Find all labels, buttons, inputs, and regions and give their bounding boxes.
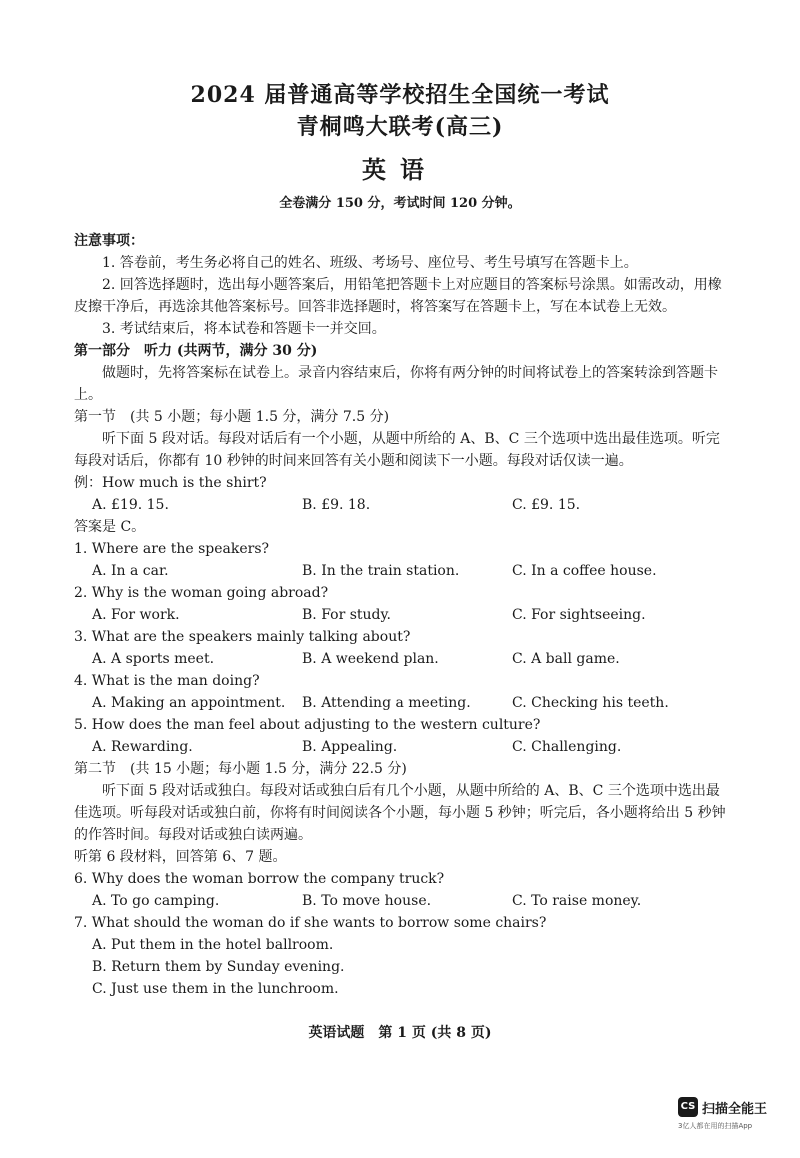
- question-5-options: [74, 736, 730, 758]
- option-b: B. To move house.: [302, 893, 432, 909]
- watermark-brand: 扫描全能王: [702, 1102, 768, 1117]
- option-c: C. Challenging.: [512, 739, 622, 755]
- camscanner-logo-icon: CS: [678, 1097, 698, 1117]
- score-info: 全卷满分 150 分，考试时间 120 分钟。: [279, 196, 521, 211]
- question-6-options: [74, 890, 730, 912]
- notes-item-3: 3. 考试结束后，将本试卷和答题卡一并交回。: [102, 321, 386, 337]
- example-answer: 答案是 C。: [74, 519, 146, 535]
- question-5: 5. How does the man feel about adjusting to the western culture?: [74, 717, 541, 733]
- option-c: C. £9. 15.: [512, 497, 581, 513]
- option-b: B. £9. 18.: [302, 497, 371, 513]
- exam-title: 2024 届普通高等学校招生全国统一考试: [190, 82, 610, 108]
- question-1-options: [74, 560, 730, 582]
- page-footer: 英语试题 第 1 页 (共 8 页): [308, 1025, 492, 1041]
- question-3-options: [74, 648, 730, 670]
- material-6-note: 听第 6 段材料，回答第 6、7 题。: [74, 849, 287, 865]
- option-b: B. Attending a meeting.: [302, 695, 471, 711]
- question-1: 1. Where are the speakers?: [74, 541, 270, 557]
- example-question: 例：How much is the shirt?: [74, 475, 267, 491]
- option-c: C. To raise money.: [512, 893, 642, 909]
- notes-item-1: 1. 答卷前，考生务必将自己的姓名、班级、考场号、座位号、考生号填写在答题卡上。: [102, 255, 638, 271]
- option-a: A. Rewarding.: [92, 739, 193, 755]
- option-a: A. A sports meet.: [92, 651, 215, 667]
- exam-subtitle: 青桐鸣大联考(高三): [296, 114, 504, 140]
- section1-heading: 第一节 (共 5 小题；每小题 1.5 分，满分 7.5 分): [74, 409, 390, 425]
- option-a: A. For work.: [92, 607, 180, 623]
- question-7: 7. What should the woman do if she wants to borrow some chairs?: [74, 915, 547, 931]
- section1-intro: 听下面 5 段对话。每段对话后有一个小题，从题中所给的 A、B、C 三个选项中选出最佳选项。听完每段对话后，你都有 10 秒钟的时间来回答有关小题和阅读下一小题。每段对话仅读一遍。: [74, 431, 720, 469]
- option-a: A. £19. 15.: [92, 497, 169, 513]
- option-b: B. In the train station.: [302, 563, 460, 579]
- question-3: 3. What are the speakers mainly talking about?: [74, 629, 411, 645]
- option-c: C. Checking his teeth.: [512, 695, 669, 711]
- question-2: 2. Why is the woman going abroad?: [74, 585, 329, 601]
- watermark-tagline: 3亿人都在用的扫描App: [678, 1122, 753, 1130]
- part1-heading: 第一部分 听力 (共两节，满分 30 分): [74, 343, 318, 359]
- subject-title: 英语: [362, 155, 438, 184]
- option-b: B. Return them by Sunday evening.: [92, 959, 345, 975]
- question-4: 4. What is the man doing?: [74, 673, 260, 689]
- option-a: A. Making an appointment.: [92, 695, 286, 711]
- notes-item-2: 2. 回答选择题时，选出每小题答案后，用铅笔把答题卡上对应题目的答案标号涂黑。如需改动，用橡皮擦干净后，再选涂其他答案标号。回答非选择题时，将答案写在答题卡上，写在本试卷上无效。: [74, 277, 722, 315]
- notes-heading: 注意事项：: [74, 233, 144, 249]
- exam-body: [74, 230, 730, 1000]
- option-b: B. For study.: [302, 607, 391, 623]
- option-c: C. For sightseeing.: [512, 607, 646, 623]
- option-b: B. A weekend plan.: [302, 651, 439, 667]
- option-a: A. Put them in the hotel ballroom.: [92, 937, 334, 953]
- example-options: [74, 494, 730, 516]
- option-c: C. A ball game.: [512, 651, 620, 667]
- question-2-options: [74, 604, 730, 626]
- option-a: A. In a car.: [92, 563, 169, 579]
- section2-heading: 第二节 (共 15 小题；每小题 1.5 分，满分 22.5 分): [74, 761, 407, 777]
- question-4-options: [74, 692, 730, 714]
- question-6: 6. Why does the woman borrow the company truck?: [74, 871, 445, 887]
- option-b: B. Appealing.: [302, 739, 398, 755]
- option-c: C. Just use them in the lunchroom.: [92, 981, 339, 997]
- part1-intro: 做题时，先将答案标在试卷上。录音内容结束后，你将有两分钟的时间将试卷上的答案转涂到答题卡上。: [74, 365, 718, 403]
- option-c: C. In a coffee house.: [512, 563, 657, 579]
- scanner-watermark: [678, 1097, 788, 1137]
- option-a: A. To go camping.: [92, 893, 220, 909]
- section2-intro: 听下面 5 段对话或独白。每段对话或独白后有几个小题，从题中所给的 A、B、C 三个选项中选出最佳选项。听每段对话或独白前，你将有时间阅读各个小题，每小题 5 秒钟；听完后，各小题将给出 5 秒钟的作答时间。每段对话或独白读两遍。: [74, 783, 726, 843]
